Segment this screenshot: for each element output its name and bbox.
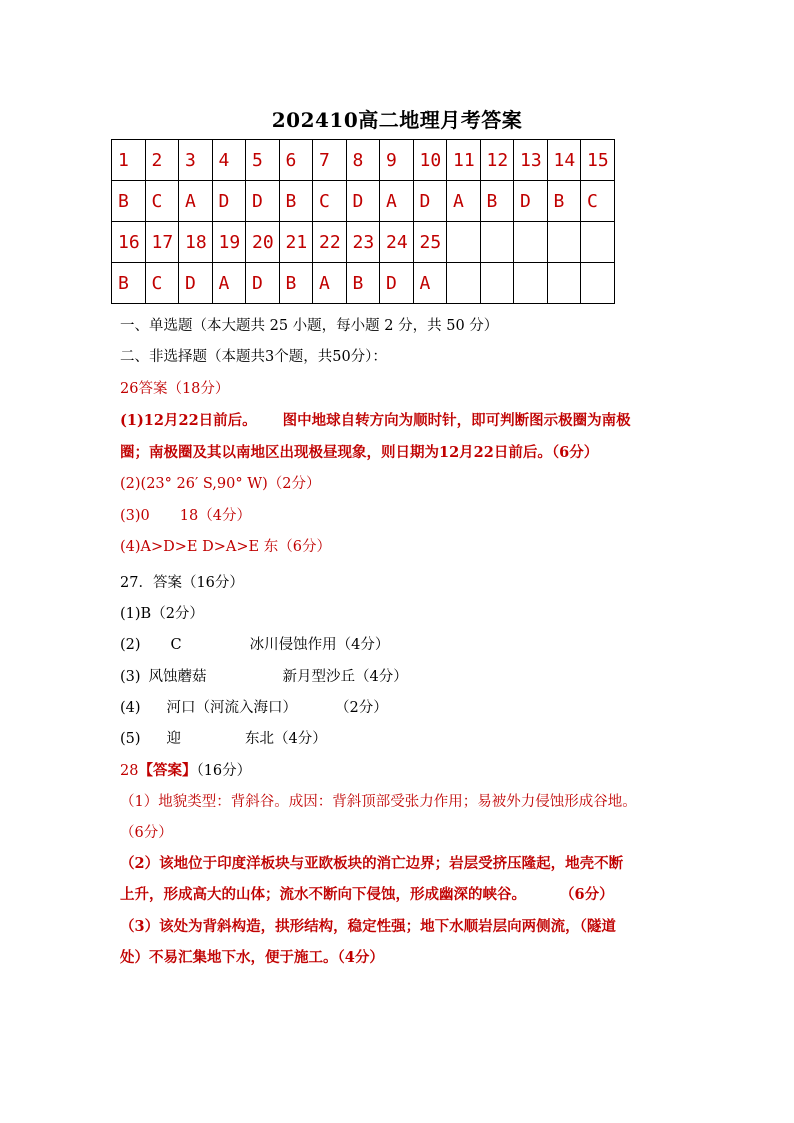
question-number-cell: 14	[547, 140, 581, 181]
answer-cell: D	[246, 263, 280, 304]
q27-answer-3-a: 风蚀蘑菇	[148, 669, 207, 685]
answer-cell: A	[380, 181, 414, 222]
q28-heading-label: 【答案】	[138, 762, 197, 779]
q27-answer-4-a: 河口（河流入海口）	[166, 700, 298, 716]
answer-cell	[447, 263, 481, 304]
question-number-cell: 5	[246, 140, 280, 181]
answer-cell	[514, 263, 548, 304]
answer-cell: D	[380, 263, 414, 304]
q26-answer-2: (2)(23° 26′ S,90° W)（2分）	[120, 476, 321, 492]
question-number-cell: 20	[246, 222, 280, 263]
answer-cell: C	[313, 181, 347, 222]
question-number-cell: 16	[112, 222, 146, 263]
answer-cell: B	[547, 181, 581, 222]
q26-answer-1-line2: 圈；南极圈及其以南地区出现极昼现象，则日期为12月22日前后。（6分）	[120, 444, 599, 461]
question-number-cell	[547, 222, 581, 263]
question-number-cell: 13	[514, 140, 548, 181]
question-number-cell: 2	[145, 140, 179, 181]
q27-answer-5-num: (5)	[120, 731, 141, 747]
q27-answer-2-a: C	[170, 637, 182, 653]
answer-cell: A	[212, 263, 246, 304]
answer-cell: C	[145, 181, 179, 222]
question-number-cell: 10	[413, 140, 447, 181]
q27-answer-2-num: (2)	[120, 637, 141, 653]
question-number-cell: 6	[279, 140, 313, 181]
q26-answer-3-b: 18（4分）	[179, 508, 251, 524]
q27-answer-5	[120, 727, 327, 748]
q28-answer-2-line1: （2）该地位于印度洋板块与亚欧板块的消亡边界；岩层受挤压隆起，地壳不断	[120, 855, 624, 872]
q28-answer-2-line2	[120, 883, 614, 904]
q28-answer-3-line2: 处）不易汇集地下水，便于施工。（4分）	[120, 949, 384, 966]
q28-answer-1-line1: （1）地貌类型：背斜谷。成因：背斜顶部受张力作用；易被外力侵蚀形成谷地。	[120, 794, 637, 810]
answer-cell: B	[279, 181, 313, 222]
question-number-cell: 11	[447, 140, 481, 181]
q27-answer-4	[120, 696, 388, 717]
question-number-cell: 3	[179, 140, 213, 181]
answer-cell: D	[179, 263, 213, 304]
answer-cell: B	[346, 263, 380, 304]
answer-table	[111, 139, 615, 304]
answer-cell: B	[279, 263, 313, 304]
question-number-cell: 25	[413, 222, 447, 263]
question-number-cell: 9	[380, 140, 414, 181]
answer-cell: B	[112, 263, 146, 304]
question-number-cell: 22	[313, 222, 347, 263]
question-number-cell	[447, 222, 481, 263]
answer-cell	[480, 263, 514, 304]
question-number-cell: 12	[480, 140, 514, 181]
q27-answer-5-a: 迎	[166, 731, 182, 747]
q27-answer-3-b: 新月型沙丘（4分）	[282, 669, 408, 685]
question-number-cell	[514, 222, 548, 263]
question-number-cell: 21	[279, 222, 313, 263]
section-single-choice: 一、单选题（本大题共 25 小题，每小题 2 分，共 50 分）	[120, 318, 499, 334]
q27-answer-3-num: (3)	[120, 669, 141, 685]
answer-table-row	[112, 140, 615, 181]
question-number-cell: 17	[145, 222, 179, 263]
q28-heading-num: 28	[120, 763, 139, 779]
q26-heading: 26答案（18分）	[120, 381, 230, 397]
q26-answer-1-date: (1)12月22日前后。	[120, 412, 257, 429]
answer-cell: D	[346, 181, 380, 222]
question-number-cell: 19	[212, 222, 246, 263]
answer-cell: A	[447, 181, 481, 222]
q28-answer-2-score: （6分）	[560, 886, 614, 903]
answer-cell: D	[246, 181, 280, 222]
q26-answer-1-reason: 图中地球自转方向为顺时针，即可判断图示极圈为南极	[282, 412, 631, 429]
question-number-cell: 23	[346, 222, 380, 263]
q27-answer-2-b: 冰川侵蚀作用（4分）	[249, 637, 390, 653]
question-number-cell: 4	[212, 140, 246, 181]
answer-table-row	[112, 181, 615, 222]
q27-answer-5-b: 东北（4分）	[245, 731, 327, 747]
question-number-cell	[581, 222, 615, 263]
answer-table-row	[112, 222, 615, 263]
q26-answer-3	[120, 504, 251, 525]
question-number-cell: 18	[179, 222, 213, 263]
q26-answer-3-a: (3)0	[120, 508, 150, 524]
answer-table-row	[112, 263, 615, 304]
answer-cell: B	[480, 181, 514, 222]
q27-answer-1: (1)B（2分）	[120, 606, 204, 622]
q26-answer-4: (4)A>D>E D>A>E 东（6分）	[120, 539, 331, 555]
page-title: 202410高二地理月考答案	[271, 108, 523, 132]
q28-answer-3-line1: （3）该处为背斜构造，拱形结构，稳定性强；地下水顺岩层向两侧流，（隧道	[120, 918, 616, 935]
question-number-cell	[480, 222, 514, 263]
question-number-cell: 1	[112, 140, 146, 181]
answer-cell: B	[112, 181, 146, 222]
answer-cell	[581, 263, 615, 304]
answer-cell: C	[581, 181, 615, 222]
answer-cell: A	[413, 263, 447, 304]
answer-cell: D	[413, 181, 447, 222]
q27-heading: 27．答案（16分）	[120, 575, 244, 591]
answer-cell: D	[212, 181, 246, 222]
q28-answer-2-text: 上升，形成高大的山体；流水不断向下侵蚀，形成幽深的峡谷。	[120, 886, 526, 903]
q27-answer-3	[120, 665, 408, 686]
question-number-cell: 7	[313, 140, 347, 181]
q27-answer-4-b: （2分）	[335, 700, 388, 716]
q26-answer-1-line1	[120, 409, 631, 430]
answer-cell: C	[145, 263, 179, 304]
q28-heading	[120, 759, 251, 780]
section-non-choice: 二、非选择题（本题共3个题，共50分）：	[120, 349, 387, 365]
question-number-cell: 24	[380, 222, 414, 263]
q28-heading-score: （16分）	[196, 763, 252, 779]
answer-cell	[547, 263, 581, 304]
answer-cell: A	[179, 181, 213, 222]
q27-answer-4-num: (4)	[120, 700, 141, 716]
answer-cell: D	[514, 181, 548, 222]
answer-cell: A	[313, 263, 347, 304]
q28-answer-1-line2: （6分）	[120, 825, 173, 841]
q27-answer-2	[120, 633, 389, 654]
question-number-cell: 15	[581, 140, 615, 181]
question-number-cell: 8	[346, 140, 380, 181]
